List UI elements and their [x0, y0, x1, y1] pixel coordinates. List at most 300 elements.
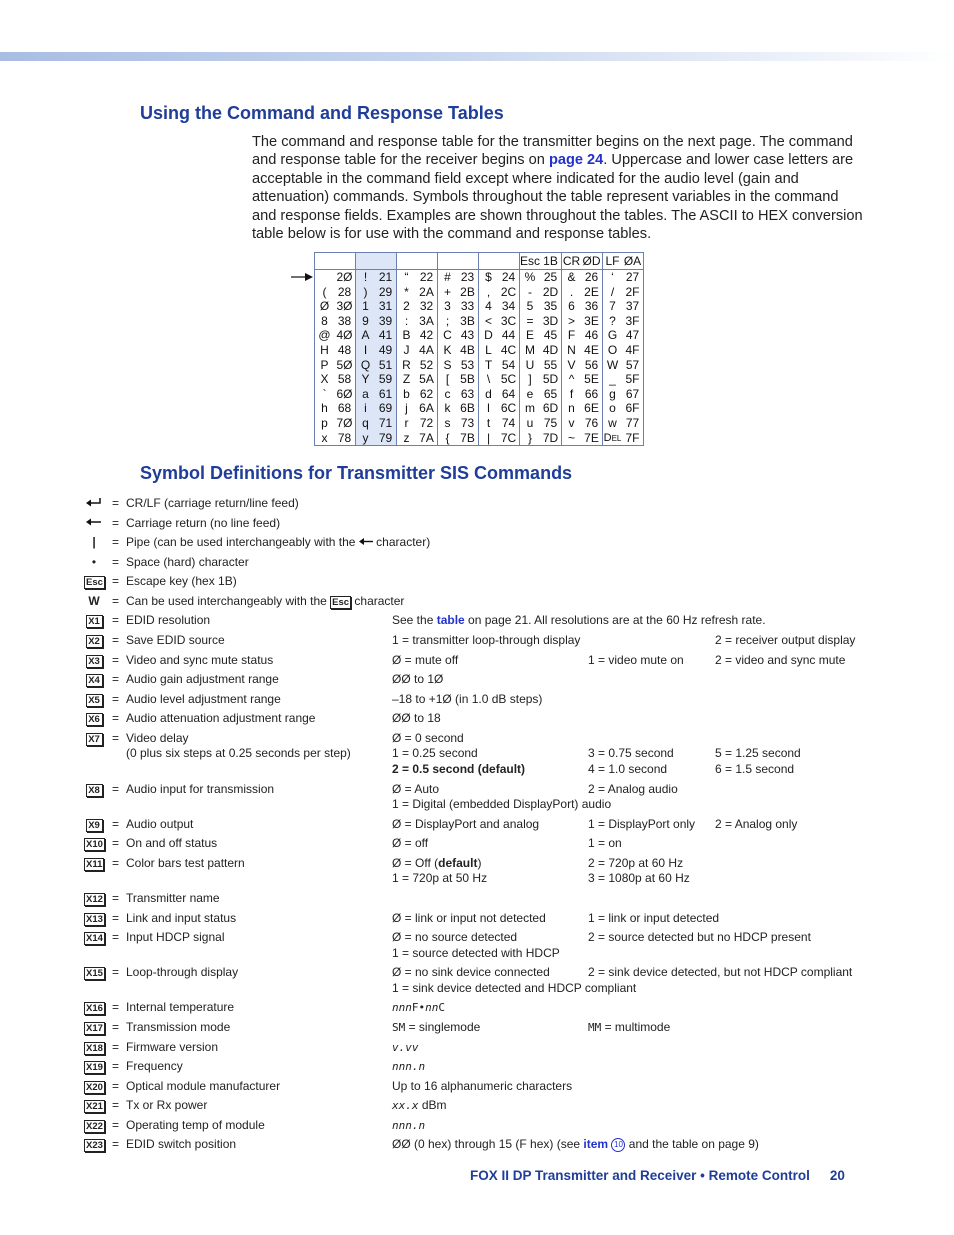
item-number-circle-icon: 10	[611, 1138, 625, 1152]
equals-sign: =	[112, 817, 120, 831]
equals-sign: =	[112, 672, 120, 686]
value-text: 6 = 1.5 second	[715, 762, 795, 776]
def-desc: Audio input for transmission	[126, 782, 275, 796]
equals-sign: =	[112, 1040, 120, 1054]
ascii-hex-cell: 62	[416, 387, 438, 402]
ascii-hex-cell: 37	[625, 299, 640, 314]
ascii-char-cell: R	[402, 357, 411, 372]
def-desc: Color bars test pattern	[126, 856, 245, 870]
ascii-hex-cell: 28	[334, 285, 356, 300]
ascii-hex-cell: 77	[625, 415, 640, 430]
ascii-char-cell: f	[569, 386, 574, 401]
ascii-hex-cell: 47	[625, 328, 640, 343]
value-text: on page 21. All resolutions are at the 60 Hz refresh rate.	[464, 613, 766, 627]
equals-sign: =	[112, 1059, 120, 1073]
value-text: 1 = link or input detected	[588, 911, 720, 925]
def-desc: Audio gain adjustment range	[126, 672, 279, 686]
value-text: 3 = 0.75 second	[588, 746, 674, 760]
ascii-char-cell: Esc	[520, 253, 541, 268]
ascii-hex-cell: 4D	[540, 343, 562, 358]
ascii-hex-cell: 71	[375, 416, 397, 431]
ascii-hex-cell: 3E	[581, 314, 603, 329]
ascii-hex-cell: 24	[498, 270, 520, 285]
ascii-char-cell: C	[443, 328, 452, 343]
intro-text-1: The command and response table for the transmitter begins on the next page. The command and response table for the receiver begins on	[252, 134, 853, 169]
ascii-char-cell: c	[444, 386, 451, 401]
equals-sign: =	[112, 1079, 120, 1093]
equals-sign: =	[112, 692, 120, 706]
equals-sign: =	[112, 535, 120, 549]
equals-sign: =	[112, 555, 120, 569]
ascii-char-cell: q	[356, 416, 376, 431]
ascii-hex-cell: 7A	[416, 431, 438, 446]
ascii-char-cell: Del	[603, 431, 622, 444]
ascii-hex-cell: 5A	[416, 372, 438, 387]
value-text: Ø = no source detected	[392, 930, 518, 944]
ascii-char-cell: _	[609, 372, 616, 387]
equals-sign: =	[112, 856, 120, 870]
ascii-char-cell: j	[405, 401, 408, 416]
ascii-hex-cell: 57	[625, 357, 640, 372]
value-text: 2 = 720p at 60 Hz	[588, 856, 684, 870]
pipe-text-b: character)	[376, 535, 431, 549]
equals-sign: =	[112, 1098, 120, 1112]
item-link[interactable]: item	[583, 1137, 609, 1151]
ascii-char-cell: L	[485, 342, 492, 357]
ascii-char-cell: n	[568, 401, 575, 416]
value-var: xx.x	[392, 1099, 419, 1112]
ascii-hex-cell: 7D	[540, 431, 562, 446]
ascii-hex-cell: 73	[457, 416, 479, 431]
variable-box: X16	[86, 1003, 103, 1014]
def-desc: (0 plus six steps at 0.25 seconds per step)	[126, 746, 351, 760]
value-text: Ø = link or input not detected	[392, 911, 546, 925]
ascii-char-cell: ;	[445, 313, 450, 328]
ascii-char-cell: 3	[444, 299, 451, 314]
ascii-hex-cell: 64	[498, 387, 520, 402]
value-text	[392, 1137, 759, 1153]
value-text: Ø = DisplayPort and analog	[392, 817, 540, 831]
ascii-hex-cell: 27	[625, 270, 640, 284]
footer-title: FOX II DP Transmitter and Receiver • Remote Control	[470, 1168, 810, 1183]
ascii-char-cell: <	[484, 313, 492, 328]
ascii-char-cell: .	[569, 284, 574, 299]
ascii-char-cell: B	[402, 328, 411, 343]
equals-sign: =	[112, 731, 120, 745]
ascii-hex-cell: 56	[581, 358, 603, 373]
ascii-hex-cell: 66	[581, 387, 603, 402]
def-desc: Link and input status	[126, 911, 237, 925]
equals-sign: =	[112, 911, 120, 925]
ascii-char-cell: ?	[609, 313, 616, 328]
ascii-hex-cell: 79	[375, 431, 397, 446]
ascii-hex-cell: 39	[375, 314, 397, 329]
ascii-hex-cell: 54	[498, 358, 520, 373]
ascii-char-cell: O	[607, 342, 618, 357]
ascii-char-cell: h	[321, 401, 328, 416]
ascii-char-cell: CR	[562, 253, 581, 268]
ascii-char-cell: E	[526, 328, 535, 343]
ascii-char-cell: }	[528, 430, 533, 445]
ascii-char-cell: $	[485, 270, 492, 284]
equals-sign: =	[112, 574, 120, 588]
ascii-hex-cell: 53	[457, 358, 479, 373]
ascii-hex-cell: 33	[457, 299, 479, 314]
ascii-hex-cell: 5D	[540, 372, 562, 387]
ascii-char-cell: J	[403, 342, 410, 357]
equals-sign: =	[112, 516, 120, 530]
section-heading-symbol-definitions: Symbol Definitions for Transmitter SIS Commands	[140, 463, 573, 483]
ascii-char-cell: :	[404, 313, 409, 328]
ascii-hex-cell: 23	[457, 270, 479, 285]
ascii-char-cell: =	[526, 313, 534, 328]
ascii-hex-cell: 48	[334, 343, 356, 358]
value-text: 1 = source detected with HDCP	[392, 946, 560, 960]
variable-box: X17	[86, 1023, 103, 1034]
def-desc: Video delay	[126, 731, 189, 745]
ascii-char-cell: “	[404, 270, 409, 284]
ascii-char-cell: LF	[603, 253, 623, 270]
def-desc: Save EDID source	[126, 633, 225, 647]
ascii-char-cell: t	[486, 415, 491, 430]
ascii-char-cell: )	[356, 285, 376, 300]
value-text	[392, 1098, 447, 1114]
value-text: Ø = Auto	[392, 782, 440, 796]
ascii-char-cell: D	[484, 328, 493, 343]
def-desc: Frequency	[126, 1059, 183, 1073]
ascii-char-cell: >	[568, 313, 576, 328]
ascii-hex-cell: 2B	[457, 285, 479, 300]
ascii-char-cell: 4	[485, 299, 492, 314]
ascii-hex-cell: 65	[540, 387, 562, 402]
ascii-hex-cell: 4C	[498, 343, 520, 358]
value-text	[392, 1020, 480, 1036]
ascii-char-cell: F	[567, 328, 576, 343]
ascii-hex-cell: 4B	[457, 343, 479, 358]
w-symbol: W	[88, 594, 100, 608]
variable-box: X15	[86, 968, 103, 979]
def-desc: Internal temperature	[126, 1000, 235, 1014]
value-text: Ø = 0 second	[392, 731, 464, 745]
ascii-hex-cell: 41	[375, 328, 397, 343]
ascii-hex-cell: 6A	[416, 401, 438, 416]
value-code: MM	[588, 1021, 602, 1034]
ascii-char-cell: 5	[526, 299, 534, 314]
ascii-hex-cell: 7B	[457, 431, 479, 446]
ascii-hex-cell: 69	[375, 401, 397, 416]
ascii-char-cell: X	[320, 372, 329, 387]
def-desc: Firmware version	[126, 1040, 219, 1054]
ascii-hex-cell: 2Ø	[334, 270, 356, 285]
carriage-return-icon	[84, 516, 104, 532]
variable-box: X14	[86, 933, 103, 944]
variable-box: X20	[86, 1082, 103, 1093]
ascii-hex-cell: 3B	[457, 314, 479, 329]
variable-box: X10	[86, 839, 103, 850]
ascii-hex-cell: 6Ø	[334, 387, 356, 402]
value-text: –18 to +1Ø (in 1.0 dB steps)	[392, 692, 543, 706]
ascii-hex-cell: 22	[416, 270, 438, 285]
ascii-char-cell: k	[444, 401, 451, 416]
value-text: 2 = source detected but no HDCP present	[588, 930, 811, 944]
value-part: and the table on page 9)	[625, 1137, 759, 1151]
ascii-hex-cell: 55	[540, 358, 562, 373]
value-default: default	[438, 856, 478, 870]
value-part: ØØ (0 hex) through 15 (F hex) (see	[392, 1137, 584, 1151]
ascii-char-cell: K	[443, 342, 452, 357]
pipe-symbol: |	[92, 535, 96, 549]
ascii-hex-cell: 29	[375, 285, 397, 300]
ascii-char-cell: g	[609, 386, 616, 401]
ascii-char-cell: [	[445, 372, 450, 387]
value-part: = singlemode	[405, 1020, 481, 1034]
ascii-char-cell: z	[403, 430, 410, 445]
equals-sign: =	[112, 1020, 120, 1034]
ascii-hex-cell: 6F	[625, 401, 640, 416]
ascii-char-cell: I	[356, 343, 376, 358]
value-text: Ø = no sink device connected	[392, 965, 550, 979]
equals-sign: =	[112, 613, 120, 627]
ascii-hex-cell: 35	[540, 299, 562, 314]
ascii-char-cell: U	[525, 357, 535, 372]
ascii-char-cell: S	[443, 357, 452, 372]
ascii-hex-cell: 67	[625, 386, 640, 401]
ascii-char-cell: |	[486, 430, 491, 445]
value-text: ØØ to 1Ø	[392, 672, 444, 686]
ascii-hex-cell: 43	[457, 328, 479, 343]
ascii-char-cell: p	[321, 415, 328, 430]
ascii-hex-cell: 4A	[416, 343, 438, 358]
value-text: 4 = 1.0 second	[588, 762, 668, 776]
ascii-hex-cell: 5C	[498, 372, 520, 387]
equals-sign: =	[112, 930, 120, 944]
ascii-char-cell: P	[320, 357, 329, 372]
value-text: 2 = sink device detected, but not HDCP compliant	[588, 965, 853, 979]
variable-box: X11	[86, 859, 103, 870]
def-desc: Input HDCP signal	[126, 930, 225, 944]
ascii-char-cell: &	[567, 270, 576, 284]
def-desc: Audio attenuation adjustment range	[126, 711, 316, 725]
ascii-char-cell: {	[445, 430, 450, 445]
ascii-char-cell: ]	[528, 372, 532, 387]
equals-sign: =	[112, 782, 120, 796]
ascii-char-cell: ‘	[611, 270, 614, 284]
equals-sign: =	[112, 1118, 120, 1132]
def-desc: Escape key (hex 1B)	[126, 574, 237, 588]
variable-box: X23	[86, 1140, 103, 1151]
ascii-hex-cell: 5F	[625, 372, 640, 387]
ascii-hex-cell: 5E	[581, 372, 603, 387]
ascii-hex-cell: 51	[375, 358, 397, 373]
space-symbol: •	[91, 555, 97, 569]
value-text	[392, 1000, 445, 1016]
ascii-char-cell: -	[528, 284, 532, 299]
equals-sign: =	[112, 891, 120, 905]
equals-sign: =	[112, 496, 120, 510]
def-desc: Transmitter name	[126, 891, 220, 905]
ascii-hex-cell: 2A	[416, 285, 438, 300]
esc-key-box: Esc	[86, 577, 103, 588]
value-var: nnn.n	[392, 1119, 426, 1132]
ascii-hex-cell: 3D	[540, 314, 562, 329]
ascii-hex-cell: 45	[540, 328, 562, 343]
equals-sign: =	[112, 1137, 120, 1151]
ascii-char-cell: v	[568, 415, 575, 430]
ascii-hex-cell: 32	[416, 299, 438, 314]
value-text: 1 = DisplayPort only	[588, 817, 696, 831]
ascii-hex-cell: 4Ø	[334, 328, 356, 343]
ascii-hex-cell: 68	[334, 401, 356, 416]
variable-box: X6	[86, 713, 103, 726]
ascii-hex-cell: 7C	[498, 431, 520, 446]
variable-box: X4	[86, 674, 103, 687]
ascii-hex-cell: 38	[334, 314, 356, 329]
ascii-hex-cell: 49	[375, 343, 397, 358]
value-text: Ø = mute off	[392, 653, 459, 667]
def-desc: On and off status	[126, 836, 218, 850]
value-code: SM	[392, 1021, 406, 1034]
def-desc: Transmission mode	[126, 1020, 231, 1034]
esc-key-box: Esc	[332, 597, 350, 608]
ascii-char-cell: A	[356, 328, 376, 343]
ascii-hex-cell: 74	[498, 416, 520, 431]
ascii-char-cell: W	[606, 357, 619, 372]
ascii-char-cell: Z	[402, 372, 411, 387]
def-desc: Video and sync mute status	[126, 653, 274, 667]
def-desc: Loop-through display	[126, 965, 239, 979]
ascii-char-cell: (	[322, 284, 327, 299]
ascii-char-cell: b	[403, 386, 410, 401]
ascii-hex-cell: 2F	[625, 284, 640, 299]
ascii-hex-cell: 6E	[581, 401, 603, 416]
ascii-char-cell: ^	[568, 372, 575, 387]
def-desc: Audio output	[126, 817, 194, 831]
ascii-hex-cell: 58	[334, 372, 356, 387]
def-desc	[126, 594, 404, 610]
table-link[interactable]: table	[436, 613, 465, 627]
value-text: 1 = transmitter loop-through display	[392, 633, 581, 647]
ascii-hex-cell: 61	[375, 387, 397, 402]
def-desc: Operating temp of module	[126, 1118, 265, 1132]
value-code: C	[438, 1001, 445, 1014]
value-text: 1 = video mute on	[588, 653, 684, 667]
page-footer	[470, 1168, 845, 1183]
def-desc: Carriage return (no line feed)	[126, 516, 281, 530]
variable-box: X21	[86, 1101, 103, 1112]
ascii-char-cell: G	[607, 328, 618, 343]
ascii-char-cell: s	[444, 415, 451, 430]
equals-sign: =	[112, 633, 120, 647]
ascii-hex-cell: 2E	[581, 285, 603, 300]
crlf-icon	[84, 496, 104, 512]
ascii-hex-cell: 31	[375, 299, 397, 314]
ascii-hex-cell: 6D	[540, 401, 562, 416]
ascii-hex-cell: 5Ø	[334, 358, 356, 373]
ascii-hex-cell: 1B	[540, 253, 562, 270]
equals-sign: =	[112, 836, 120, 850]
ascii-hex-cell: 2D	[540, 285, 562, 300]
ascii-char-cell: `	[322, 386, 327, 401]
ascii-hex-cell: 3A	[416, 314, 438, 329]
variable-box: X9	[86, 819, 103, 832]
ascii-hex-cell: 5B	[457, 372, 479, 387]
equals-sign: =	[112, 1000, 120, 1014]
variable-box: X1	[86, 615, 103, 628]
ascii-hex-cell: 7E	[581, 431, 603, 446]
ascii-char-cell: a	[356, 387, 376, 402]
page-number: 20	[829, 1168, 845, 1183]
variable-box: X7	[86, 733, 103, 746]
value-text: 3 = 1080p at 60 Hz	[588, 871, 690, 885]
value-text: 1 = 720p at 50 Hz	[392, 871, 488, 885]
ascii-hex-cell: 75	[540, 416, 562, 431]
value-code: F•	[411, 1001, 426, 1014]
value-text-default: 2 = 0.5 second (default)	[392, 762, 526, 776]
ascii-char-cell: 8	[321, 313, 328, 328]
value-var: nnn.n	[392, 1060, 426, 1073]
ascii-hex-cell: 2C	[498, 285, 520, 300]
ascii-char-cell: T	[484, 357, 493, 372]
ascii-hex-cell: 63	[457, 387, 479, 402]
variable-box: X2	[86, 635, 103, 648]
value-text	[588, 1020, 670, 1036]
ascii-char-cell: m	[525, 401, 535, 416]
variable-box: X3	[86, 655, 103, 668]
ascii-char-cell: *	[404, 284, 409, 299]
ascii-char-cell: e	[526, 386, 534, 401]
value-text: 2 = Analog only	[715, 817, 798, 831]
value-part: )	[477, 856, 482, 870]
variable-box: X13	[86, 914, 103, 925]
value-part: dBm	[418, 1098, 447, 1112]
ascii-char-cell: 6	[568, 299, 575, 314]
ascii-hex-cell: 4E	[581, 343, 603, 358]
ascii-char-cell: 7	[609, 299, 616, 314]
ascii-hex-cell: 26	[581, 270, 603, 285]
carriage-return-icon	[359, 537, 373, 546]
value-var: nn	[425, 1001, 439, 1014]
def-desc: EDID switch position	[126, 1137, 237, 1151]
variable-box: X8	[86, 784, 103, 797]
ascii-hex-cell: 52	[416, 358, 438, 373]
ascii-hex-cell: 7Ø	[334, 416, 356, 431]
pipe-text-a: Pipe (can be used interchangeably with the	[126, 535, 356, 549]
ascii-char-cell: %	[524, 270, 536, 284]
intro-text-2: . Uppercase and lower case letters are acceptable in the command field except where indicated for the audio level (gain and attenuation) commands. Symbols throughout the table represent variables in the command and response fields. Examples are shown throughout the tables. The ASCII to HEX conversion table below is for use with the command and response tables.	[252, 152, 863, 243]
value-text: 1 = on	[588, 836, 622, 850]
ascii-hex-cell: 6B	[457, 401, 479, 416]
ascii-char-cell: y	[356, 431, 376, 446]
def-desc: Space (hard) character	[126, 555, 249, 569]
value-text: 1 = Digital (embedded DisplayPort) audio	[392, 797, 612, 811]
ascii-char-cell: r	[404, 415, 409, 430]
ascii-char-cell: Y	[356, 372, 376, 387]
value-text: 2 = video and sync mute	[715, 653, 846, 667]
ascii-hex-cell: 76	[581, 416, 603, 431]
value-text: 1 = sink device detected and HDCP compliant	[392, 981, 637, 995]
page-24-link[interactable]: page 24	[548, 152, 604, 169]
equals-sign: =	[112, 965, 120, 979]
value-text: ØØ to 18	[392, 711, 441, 725]
value-var: nnn	[392, 1001, 412, 1014]
ascii-char-cell: ~	[568, 430, 576, 445]
ascii-hex-cell: 3F	[625, 313, 640, 328]
ascii-char-cell: x	[321, 430, 328, 445]
equals-sign: =	[112, 594, 120, 608]
variable-box: X18	[86, 1043, 103, 1054]
ascii-hex-cell: 42	[416, 328, 438, 343]
ascii-hex-cell: 78	[334, 431, 356, 446]
